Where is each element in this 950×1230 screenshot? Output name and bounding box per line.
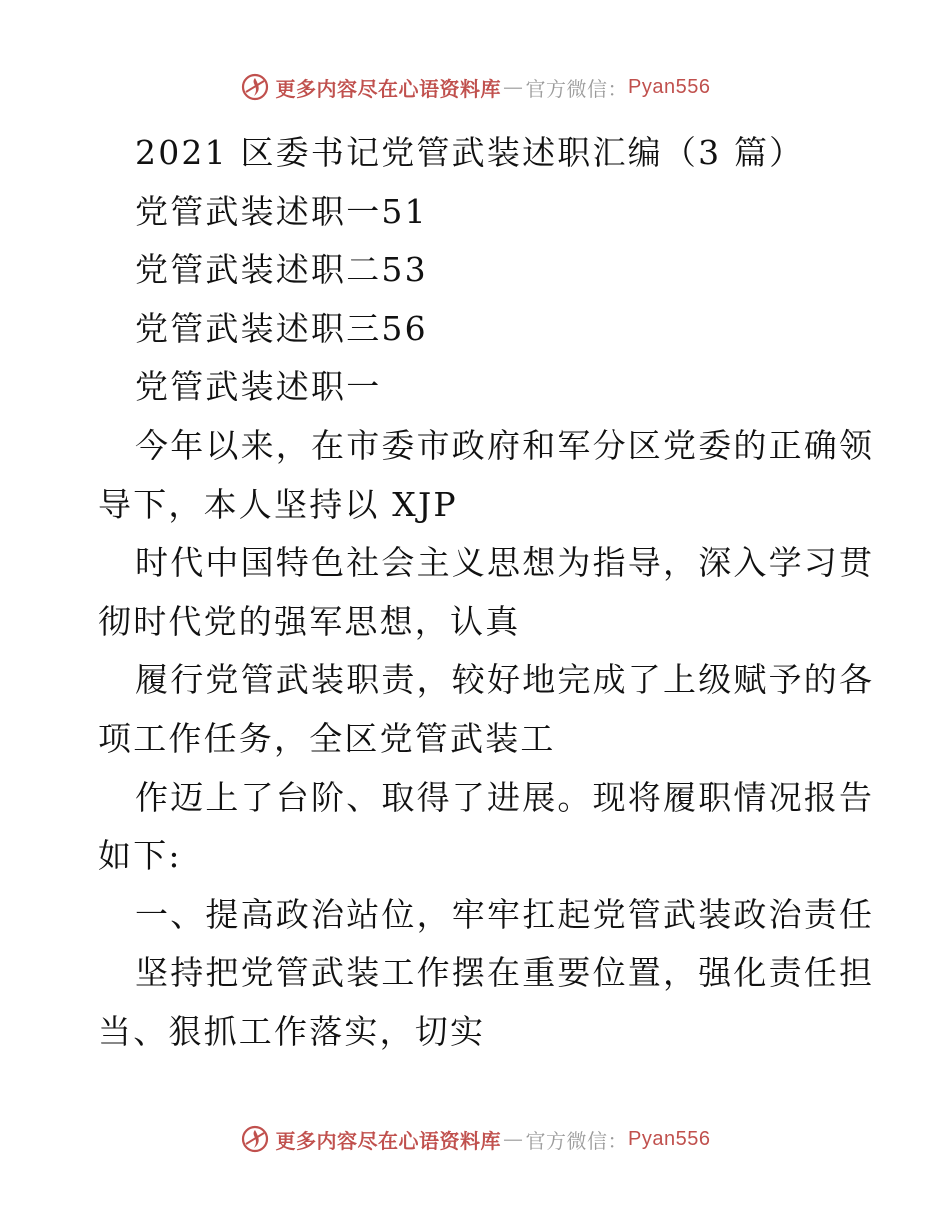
section-heading: 党管武装述职一 bbox=[135, 367, 382, 407]
paragraph-line: 时代中国特色社会主义思想为指导，深入学习贯 bbox=[135, 543, 875, 583]
paragraph-line: 今年以来，在市委市政府和军分区党委的正确领 bbox=[135, 425, 875, 465]
paragraph-line: 当、狠抓工作落实，切实 bbox=[98, 1011, 486, 1051]
footer-watermark bbox=[0, 1124, 950, 1154]
paragraph-line: 坚持把党管武装工作摆在重要位置，强化责任担 bbox=[135, 953, 875, 993]
watermark-main-text: 更多内容尽在心语资料库 bbox=[275, 76, 502, 101]
paragraph-line: 作迈上了台阶、取得了进展。现将履职情况报告 bbox=[135, 777, 875, 817]
paragraph-line: 履行党管武装职责，较好地完成了上级赋予的各 bbox=[135, 660, 875, 700]
watermark-label: 官方微信： bbox=[525, 76, 629, 101]
toc-entry: 党管武装述职三56 bbox=[135, 308, 428, 348]
watermark-id: Pyan556 bbox=[628, 75, 711, 98]
paragraph-line: 项工作任务，全区党管武装工 bbox=[98, 718, 556, 758]
watermark-separator: — bbox=[503, 75, 524, 99]
flame-seal-icon bbox=[240, 72, 270, 102]
header-watermark bbox=[0, 72, 950, 102]
toc-entry: 党管武装述职二53 bbox=[135, 250, 428, 290]
watermark-id: Pyan556 bbox=[628, 1127, 711, 1150]
watermark-main-text: 更多内容尽在心语资料库 bbox=[275, 1128, 502, 1153]
paragraph-line: 如下: bbox=[98, 836, 182, 876]
paragraph-line: 彻时代党的强军思想，认真 bbox=[98, 601, 521, 641]
watermark-label: 官方微信： bbox=[525, 1128, 629, 1153]
flame-seal-icon bbox=[240, 1124, 270, 1154]
toc-entry: 党管武装述职一51 bbox=[135, 191, 428, 231]
paragraph-line: 导下，本人坚持以 XJP bbox=[98, 484, 458, 524]
document-title: 2021 区委书记党管武装述职汇编（3 篇） bbox=[135, 133, 805, 172]
watermark-separator: — bbox=[503, 1127, 524, 1151]
subsection-heading: 一、提高政治站位，牢牢扛起党管武装政治责任 bbox=[135, 894, 875, 934]
document-body bbox=[98, 124, 875, 1062]
